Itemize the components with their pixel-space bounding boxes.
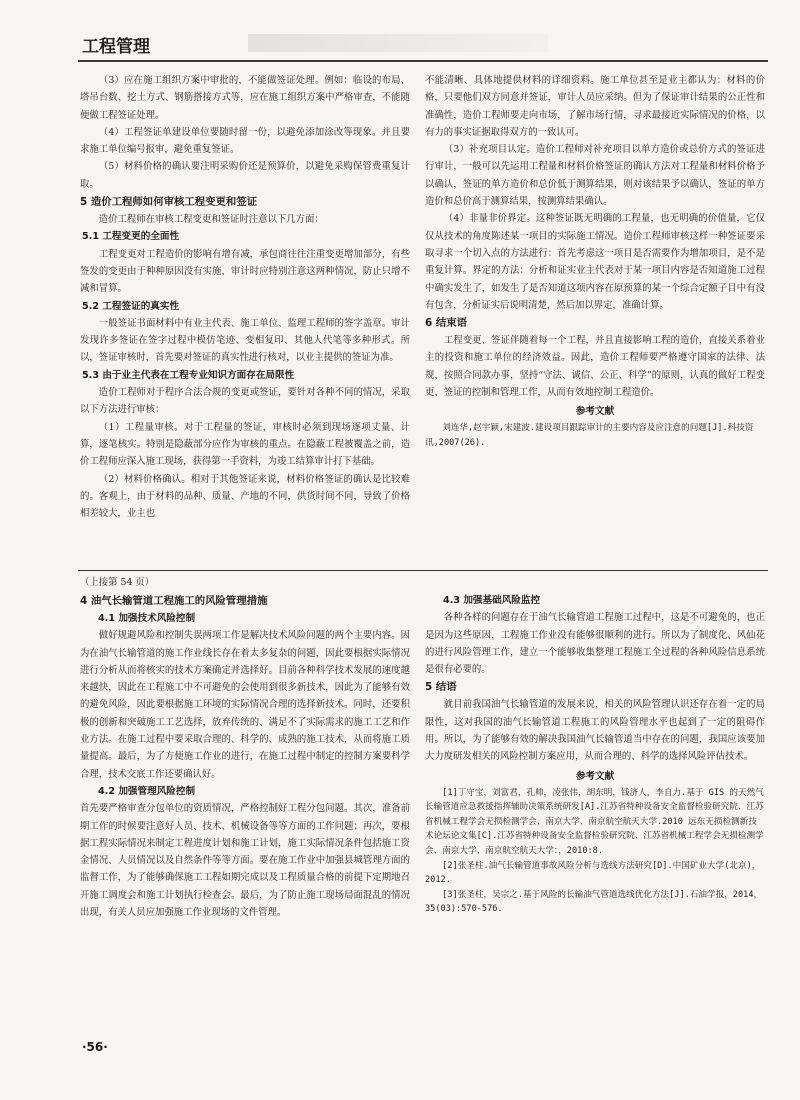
subsection-heading: 5.3 由于业主代表在工程专业知识方面存在局限性 — [82, 369, 295, 381]
body-paragraph: 就目前我国油气长输管道的发展来说，相关的风险管理认识还存在着一定的局限性，这对我国的油气长输管道工程施工的风险管理水平也起到了一定的阻碍作用。所以，为了能够有效的解决我国油气长输管道当中存在的问题，我国应该要加大力度研发相关的风险控制方案应用，从而合理的、科学的选择风险评估技术。 — [425, 699, 765, 763]
body-paragraph: 造价工程师对于程序合法合规的变更或签证，要针对各种不同的情况，采取以下方法进行审核： — [80, 387, 410, 416]
subsection-heading: 5.2 工程签证的真实性 — [82, 300, 180, 312]
reference-item: 刘连华,赵宇颖,宋建波.建设项目跟踪审计的主要内容及应注意的问题[J].科技资讯,2007(26). — [425, 423, 754, 448]
top-left-column — [80, 72, 410, 522]
reference-item: [2]张圣柱.油气长输管道事故风险分析与选线方法研究[D].中国矿业大学(北京)，2012. — [425, 860, 761, 886]
top-right-column — [425, 72, 765, 451]
body-paragraph: （4）工程签证单建设单位要随时留一份，以避免添加涂改等现象。并且要求施工单位编号报审，避免重复签证。 — [80, 126, 410, 156]
page-number: ·56· — [82, 1040, 108, 1054]
body-paragraph: （1）工程量审核。对于工程量的签证，审核时必须到现场逐项丈量、计算，逐笔核实。特别是隐蔽部分应作为审核的重点。在隐蔽工程被覆盖之前，造价工程师应深入施工现场，获得第一手资料，为竣工结算审计打下基础。 — [80, 421, 410, 468]
reference-item: [3]张圣柱，吴宗之.基于风险的长输油气管道选线优化方法[J].石油学报，2014，35(03):570-576. — [425, 889, 763, 915]
journal-title: 工程管理 — [82, 37, 150, 57]
body-paragraph: 工程变更对工程造价的影响有增有减，承包商往往注重变更增加部分，有些签发的变更由于种种原因没有实施，审计时应特别注意这两种情况，防止只增不减和冒算。 — [80, 248, 410, 295]
body-paragraph: 工程变更、签证伴随着每一个工程，并且直接影响工程的造价，直接关系着业主的投资和施工单位的经济效益。因此，造价工程师要严格遵守国家的法律、法规，按照合同款办事，坚持“守法、诚信、公正、科学”的原则，认真的做好工程变更、签证的控制和管理工作，从而有效地控制工程造价。 — [425, 335, 765, 399]
body-paragraph: （3）应在施工组织方案中审批的，不能做签证处理。例如：临设的布局、塔吊台数、挖土方式、钢筋搭接方式等，应在施工组织方案中严格审查，不能随便做工程签证处理。 — [80, 75, 410, 121]
body-paragraph: 一般签证书面材料中有业主代表、施工单位、监理工程师的签字盖章。审计发现许多签证在签字过程中模仿笔迹、变相复印、其他人代笔等多种形式。所以，签证审核时，首先要对签证的真实性进行核对，以业主提供的签证为准。 — [80, 317, 410, 364]
continued-from-note: （上接第 54 页） — [80, 577, 155, 588]
subsection-heading: 4.3 加强基础风险监控 — [443, 595, 541, 606]
references-title: 参考文献 — [575, 770, 615, 782]
body-paragraph: 各种各样的问题存在于油气长输管道工程施工过程中，这是不可避免的，也正是因为这些原因，工程施工作业没有能够很顺利的进行。所以为了制度化、风仙花的进行风险管理工作，建立一个能够收集整理工程施工全过程的各种风险信息系统是很有必要的。 — [425, 612, 765, 676]
header-banner-shade — [248, 34, 548, 52]
body-paragraph: （3）补充项目认定。造价工程师对补充项目以单方造价或总价方式的签证进行审计，一般可以先运用工程量和材料价格签证的确认方法对工程量和材料价格予以确认，签证的单方造价和总价低于测算结果，则对该结果予以确认，签证的单方造价和总价高于测算结果，按测算结果确认。 — [425, 144, 765, 208]
subsection-heading: 4.1 加强技术风险控制 — [98, 613, 196, 624]
section-divider — [78, 570, 768, 571]
section-heading: 5 造价工程师如何审核工程变更和签证 — [80, 196, 258, 209]
body-paragraph: （5）材料价格的确认要注明采购价还是预算价，以避免采购保管费重复计取。 — [80, 161, 410, 190]
bottom-right-column — [425, 592, 765, 917]
page-header — [78, 28, 768, 62]
subsection-heading: 4.2 加强管理风险控制 — [98, 785, 196, 797]
body-paragraph: 不能清晰、具体地提供材料的详细资料。施工单位甚至是业主都认为：材料的价格，只要他们双方同意并签证，审计人员应采纳。但为了保证审计结果的公正性和准确性，造价工程师要走向市场，了解市场行情，寻求最接近实际情况的价格，以有力的事实证据取得双方的一致认可。 — [425, 75, 765, 138]
body-paragraph: 造价工程师在审核工程变更和签证时注意以下几方面： — [98, 214, 324, 226]
bottom-left-column — [80, 592, 410, 921]
body-paragraph: （2）材料价格确认。相对于其他签证来说，材料价格签证的确认是比较难的。客观上，由于材料的品种、质量、产地的不同，供货时间不同，导致了价格相差较大，业主也 — [80, 473, 410, 520]
body-paragraph: 首先要严格审查分包单位的资质情况，严格控制好工程分包问题。其次，准备前期工作的时候要注意好人员、技术、机械设备等等方面的工作问题；再次，要根据工程实际情况来制定工程进度计划和施工计划，施工实际情况条件包括施工资金情况、人员情况以及自然条件等等方面。要在施工作业中加强县城管理方面的监督工作，为了能够确保施工工程如期完成以及工程质量合格的前提下定期地召开施工调度会和施工计划执行检查会。最后，为了防止施工现场局面混乱的情况出现，有关人员应加强施工作业现场的文件管理。 — [80, 803, 410, 919]
body-paragraph: 做好规避风险和控制失误两项工作是解决技术风险问题的两个主要内容。因为在油气长输管道的施工作业线长存在着太多复杂的问题，因此要根据实际情况进行分析从而将核实的技术方案确定并选择好。目前各种科学技术发展的速度越来越快，因此在工程施工中不可避免的会使用到很多新技术，因此为了能够有效的避免风险，因此要根据施工环境的实际情况合理的选择新技术。同时，还要积极的创新和突破施工工艺选择，放弃传统的、满足不了实际需求的施工工艺和作业方法。在施工过程中要采取合理的、科学的、成熟的施工技术，从而将施工质量提高。最后，为了方便施工作业的进行，在施工过程中制定的控制方案要科学合理，技术交底工作还要确认好。 — [80, 630, 410, 780]
section-heading: 6 结束语 — [425, 317, 468, 330]
body-paragraph: （4）非量非价界定。这种签证既无明确的工程量，也无明确的价值量，它仅仅从技术的角度陈述某一项目的实际施工情况。造价工程师审核这样一种签证要采取寻求一个切入点的方法进行：首先考虑这一项目是否需要作为增加项目，是不是重复计算。界定的方法：分析和证实业主代表对于某一项目内容是否知道施工过程中确实发生了，如发生了是否知道这项内容在原预算的某一个综合定额子目中有没有包含，分析证实后说明清楚，然后加以界定，准确计算。 — [425, 213, 765, 311]
subsection-heading: 5.1 工程变更的全面性 — [82, 231, 180, 243]
reference-item: [1]丁守宝，刘富君，孔帅，凌张伟，胡东明，钱济人，李自力.基于 GIS 的天然气长输管道应急救援指挥辅助决策系统研发[A].江苏省特种设备安全监督检验研究院、江苏省机械工程学会无损检测学会、南京大学、南京航空航天大学.2010 远东无损检测新技术论坛论文集[C].江苏省特种设备安全监督检验研究院、江苏省机械工程学会无损检测学会、南京大学、南京航空航天大学：，2010:8. — [425, 787, 764, 857]
section-heading: 4 油气长输管道工程施工的风险管理措施 — [80, 595, 268, 607]
references-title: 参考文献 — [575, 406, 615, 418]
section-heading: 5 结语 — [425, 681, 457, 694]
